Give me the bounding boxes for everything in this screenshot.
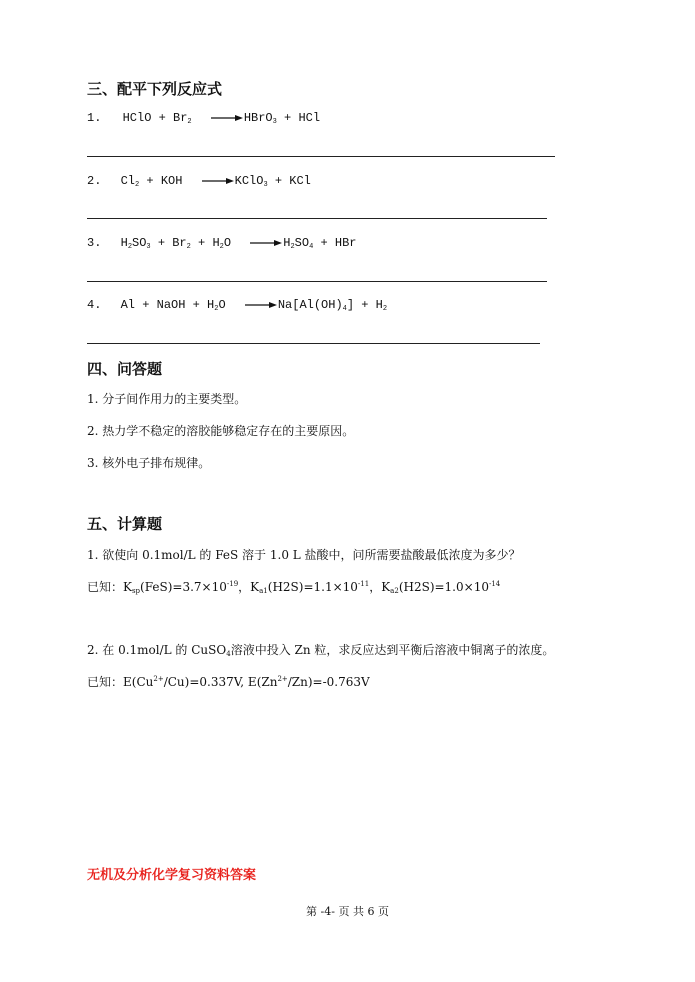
answer-line-2 — [87, 218, 547, 219]
reaction-arrow-icon — [250, 239, 282, 247]
reaction-arrow-icon — [245, 301, 277, 309]
equation-number: 1. — [87, 111, 102, 125]
question-3: 3. 核外电子排布规律。 — [87, 456, 211, 470]
question-2: 2. 热力学不稳定的溶胶能够稳定存在的主要原因。 — [87, 424, 355, 438]
answer-line-4 — [87, 343, 540, 344]
question-1: 1. 分子间作用力的主要类型。 — [87, 392, 247, 406]
page-footer: 第 -4- 页 共 6 页 — [306, 905, 389, 918]
reaction-arrow-icon — [202, 177, 234, 185]
answer-line-1 — [87, 156, 555, 157]
equation-4: 4. Al + NaOH + $H_2O$ $Na[Al(OH)_4] + H_2$ — [87, 298, 388, 313]
equation-3: 3. $H_2SO_3 + Br_2 + H_2O$ $H_2SO_4$ + HBr — [87, 236, 357, 251]
problem-2: 2. 在 0.1mol/L 的 CuSO$_4$溶液中投入 Zn 粒，求反应达到平衡后溶液中铜离子的浓度。 — [87, 643, 555, 658]
equation-1: 1. HClO + $Br_2$ HBrO$_3$ + HCl — [87, 111, 321, 126]
reaction-arrow-icon — [211, 114, 243, 122]
section-title-balance: 三、配平下列反应式 — [87, 80, 223, 98]
answer-line-3 — [87, 281, 547, 282]
equation-2: 2. $Cl_2$ + KOH KClO$_3$ + KCl — [87, 174, 311, 189]
section-title-calc: 五、计算题 — [87, 515, 163, 533]
problem-1: 1. 欲使向 0.1mol/L 的 FeS 溶于 1.0 L 盐酸中，问所需要盐酸最低浓度为多少？ — [87, 548, 521, 562]
problem-1-given: 已知：$K_{sp}(FeS)=3.7\times 10^{-19}$，$K_{a1}(H2S)=1.1\times 10^{-11}$，$K_{a2}(H2S)=1.0\times 10^{-14}$ — [87, 580, 501, 595]
section-title-qa: 四、问答题 — [87, 360, 163, 378]
answer-section-title: 无机及分析化学复习资料答案 — [87, 868, 257, 883]
problem-2-given: 已知：$E(Cu^{2+}/Cu)=0.337V$, $E(Zn^{2+}/Zn)=-0.763V$ — [87, 675, 370, 689]
